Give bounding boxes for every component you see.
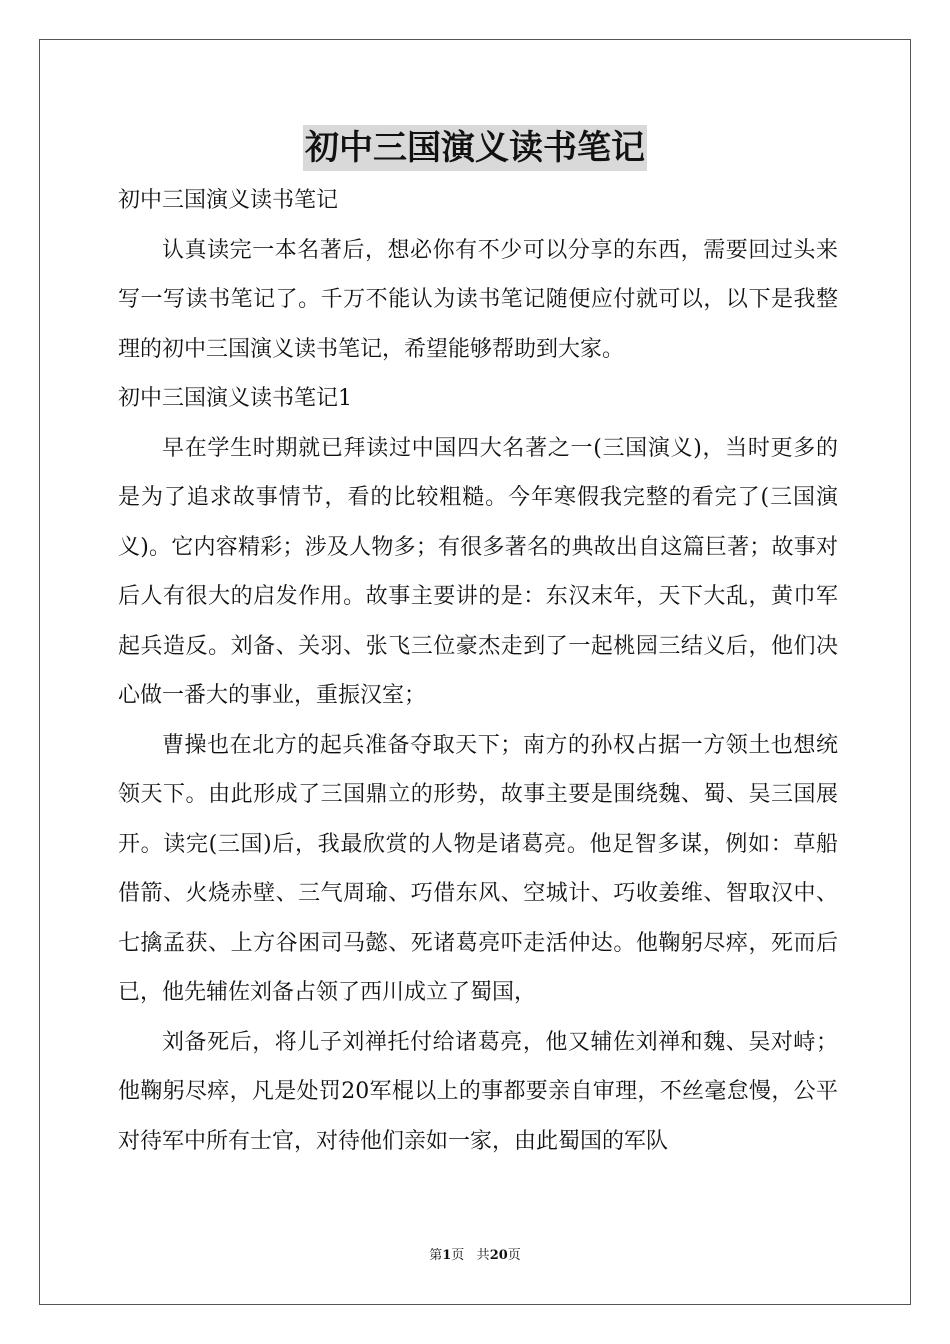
page-number: 1 bbox=[442, 1248, 452, 1263]
body-paragraph-1: 早在学生时期就已拜读过中国四大名著之一(三国演义)，当时更多的是为了追求故事情节，看的比较粗糙。今年寒假我完整的看完了(三国演义)。它内容精彩；涉及人物多；有很多著名的典故出自这篇巨著；故事对后人有很大的启发作用。故事主要讲的是：东汉末年，天下大乱，黄巾军起兵造反。刘备、关羽、张飞三位豪杰走到了一起桃园三结义后，他们决心做一番大的事业，重振汉室； bbox=[118, 435, 838, 708]
document-subtitle: 初中三国演义读书笔记 bbox=[118, 188, 339, 213]
total-prefix: 共 bbox=[476, 1248, 490, 1263]
document-title: 初中三国演义读书笔记 bbox=[303, 125, 647, 171]
total-suffix: 页 bbox=[507, 1248, 521, 1263]
body-paragraph-3: 刘备死后，将儿子刘禅托付给诸葛亮，他又辅佐刘禅和魏、吴对峙；他鞠躬尽瘁，凡是处罚20军棍以上的事都要亲自审理，不丝毫怠慢，公平对待军中所有士官，对待他们亲如一家，由此蜀国的军队 bbox=[118, 1029, 838, 1154]
page-suffix: 页 bbox=[451, 1248, 465, 1263]
total-pages: 20 bbox=[489, 1248, 508, 1263]
document-body bbox=[118, 176, 838, 1166]
body-paragraph-2: 曹操也在北方的起兵准备夺取天下；南方的孙权占据一方领土也想统领天下。由此形成了三国鼎立的形势，故事主要是围绕魏、蜀、吴三国展开。读完(三国)后，我最欣赏的人物是诸葛亮。他足智多谋，例如：草船借箭、火烧赤壁、三气周瑜、巧借东风、空城计、巧收姜维、智取汉中、七擒孟获、上方谷困司马懿、死诸葛亮吓走活仲达。他鞠躬尽瘁，死而后已，他先辅佐刘备占领了西川成立了蜀国， bbox=[118, 732, 838, 1005]
page-footer bbox=[0, 1247, 950, 1265]
section-heading: 初中三国演义读书笔记1 bbox=[118, 386, 352, 411]
intro-paragraph: 认真读完一本名著后，想必你有不少可以分享的东西，需要回过头来写一写读书笔记了。千万不能认为读书笔记随便应付就可以，以下是我整理的初中三国演义读书笔记，希望能够帮助到大家。 bbox=[118, 237, 838, 362]
page-prefix: 第 bbox=[429, 1248, 443, 1263]
title-wrap bbox=[0, 125, 950, 171]
